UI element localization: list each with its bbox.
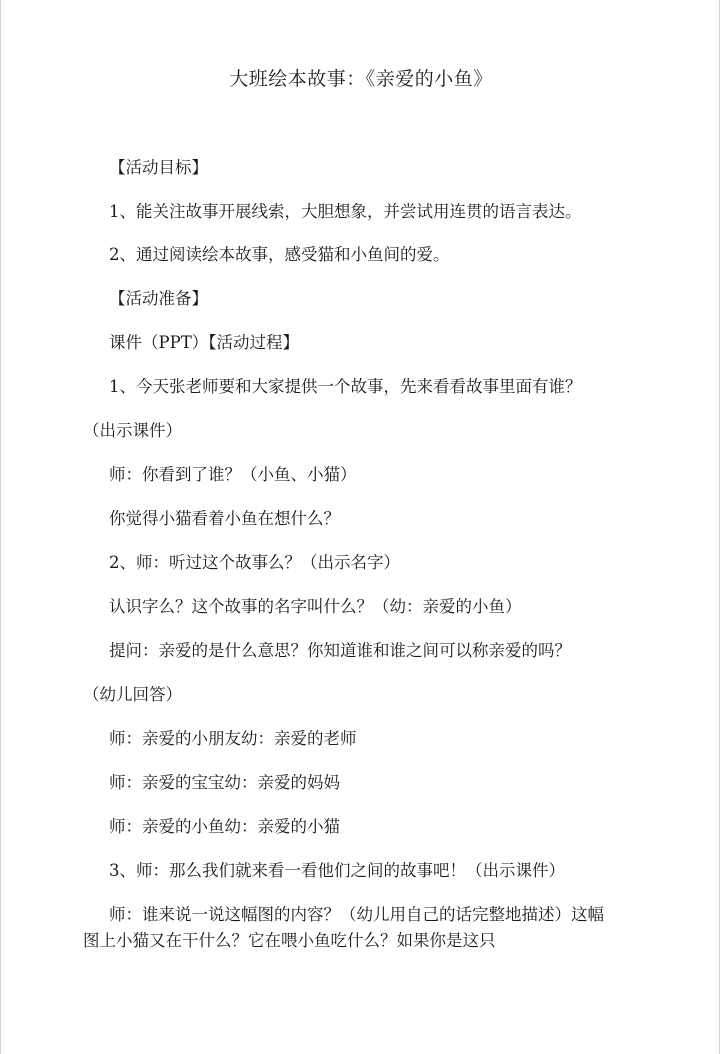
objective-item-1: 1、能关注故事开展线索，大胆想象，并尝试用连贯的语言表达。 [109,202,582,221]
paragraph-line: 师：你看到了谁？（小鱼、小猫） [109,465,357,484]
dialogue-line: 师：亲爱的小朋友幼：亲爱的老师 [109,729,357,748]
process-step-2: 2、师：听过这个故事么？（出示名字） [109,553,400,572]
process-step-1: 1、今天张老师要和大家提供一个故事，先来看看故事里面有谁？ [109,377,582,396]
page-title: 大班绘本故事：《亲爱的小鱼》 [229,68,493,90]
dialogue-line: 师：亲爱的小鱼幼：亲爱的小猫 [109,817,340,836]
process-step-3: 3、师：那么我们就来看一看他们之间的故事吧！（出示课件） [109,861,565,880]
paragraph-line: （幼儿回答） [83,685,182,704]
paragraph-line: 认识字么？这个故事的名字叫什么？（幼：亲爱的小鱼） [109,597,522,616]
paragraph-line: 师：谁来说一说这幅图的内容？（幼儿用自己的话完整地描述）这幅 [109,905,604,924]
paragraph-line: 提问：亲爱的是什么意思？你知道谁和谁之间可以称亲爱的吗？ [109,641,571,660]
section-heading-preparation: 【活动准备】 [109,289,208,308]
paragraph-line: 你觉得小猫看着小鱼在想什么？ [109,509,340,528]
objective-item-2: 2、通过阅读绘本故事，感受猫和小鱼间的爱。 [109,245,450,264]
paragraph-line: （出示课件） [83,421,182,440]
preparation-text: 课件（PPT）【活动过程】 [109,333,299,352]
dialogue-line: 师：亲爱的宝宝幼：亲爱的妈妈 [109,773,340,792]
paragraph-line: 图上小猫又在干什么？它在喂小鱼吃什么？如果你是这只 [83,931,496,950]
section-heading-objectives: 【活动目标】 [109,158,208,177]
